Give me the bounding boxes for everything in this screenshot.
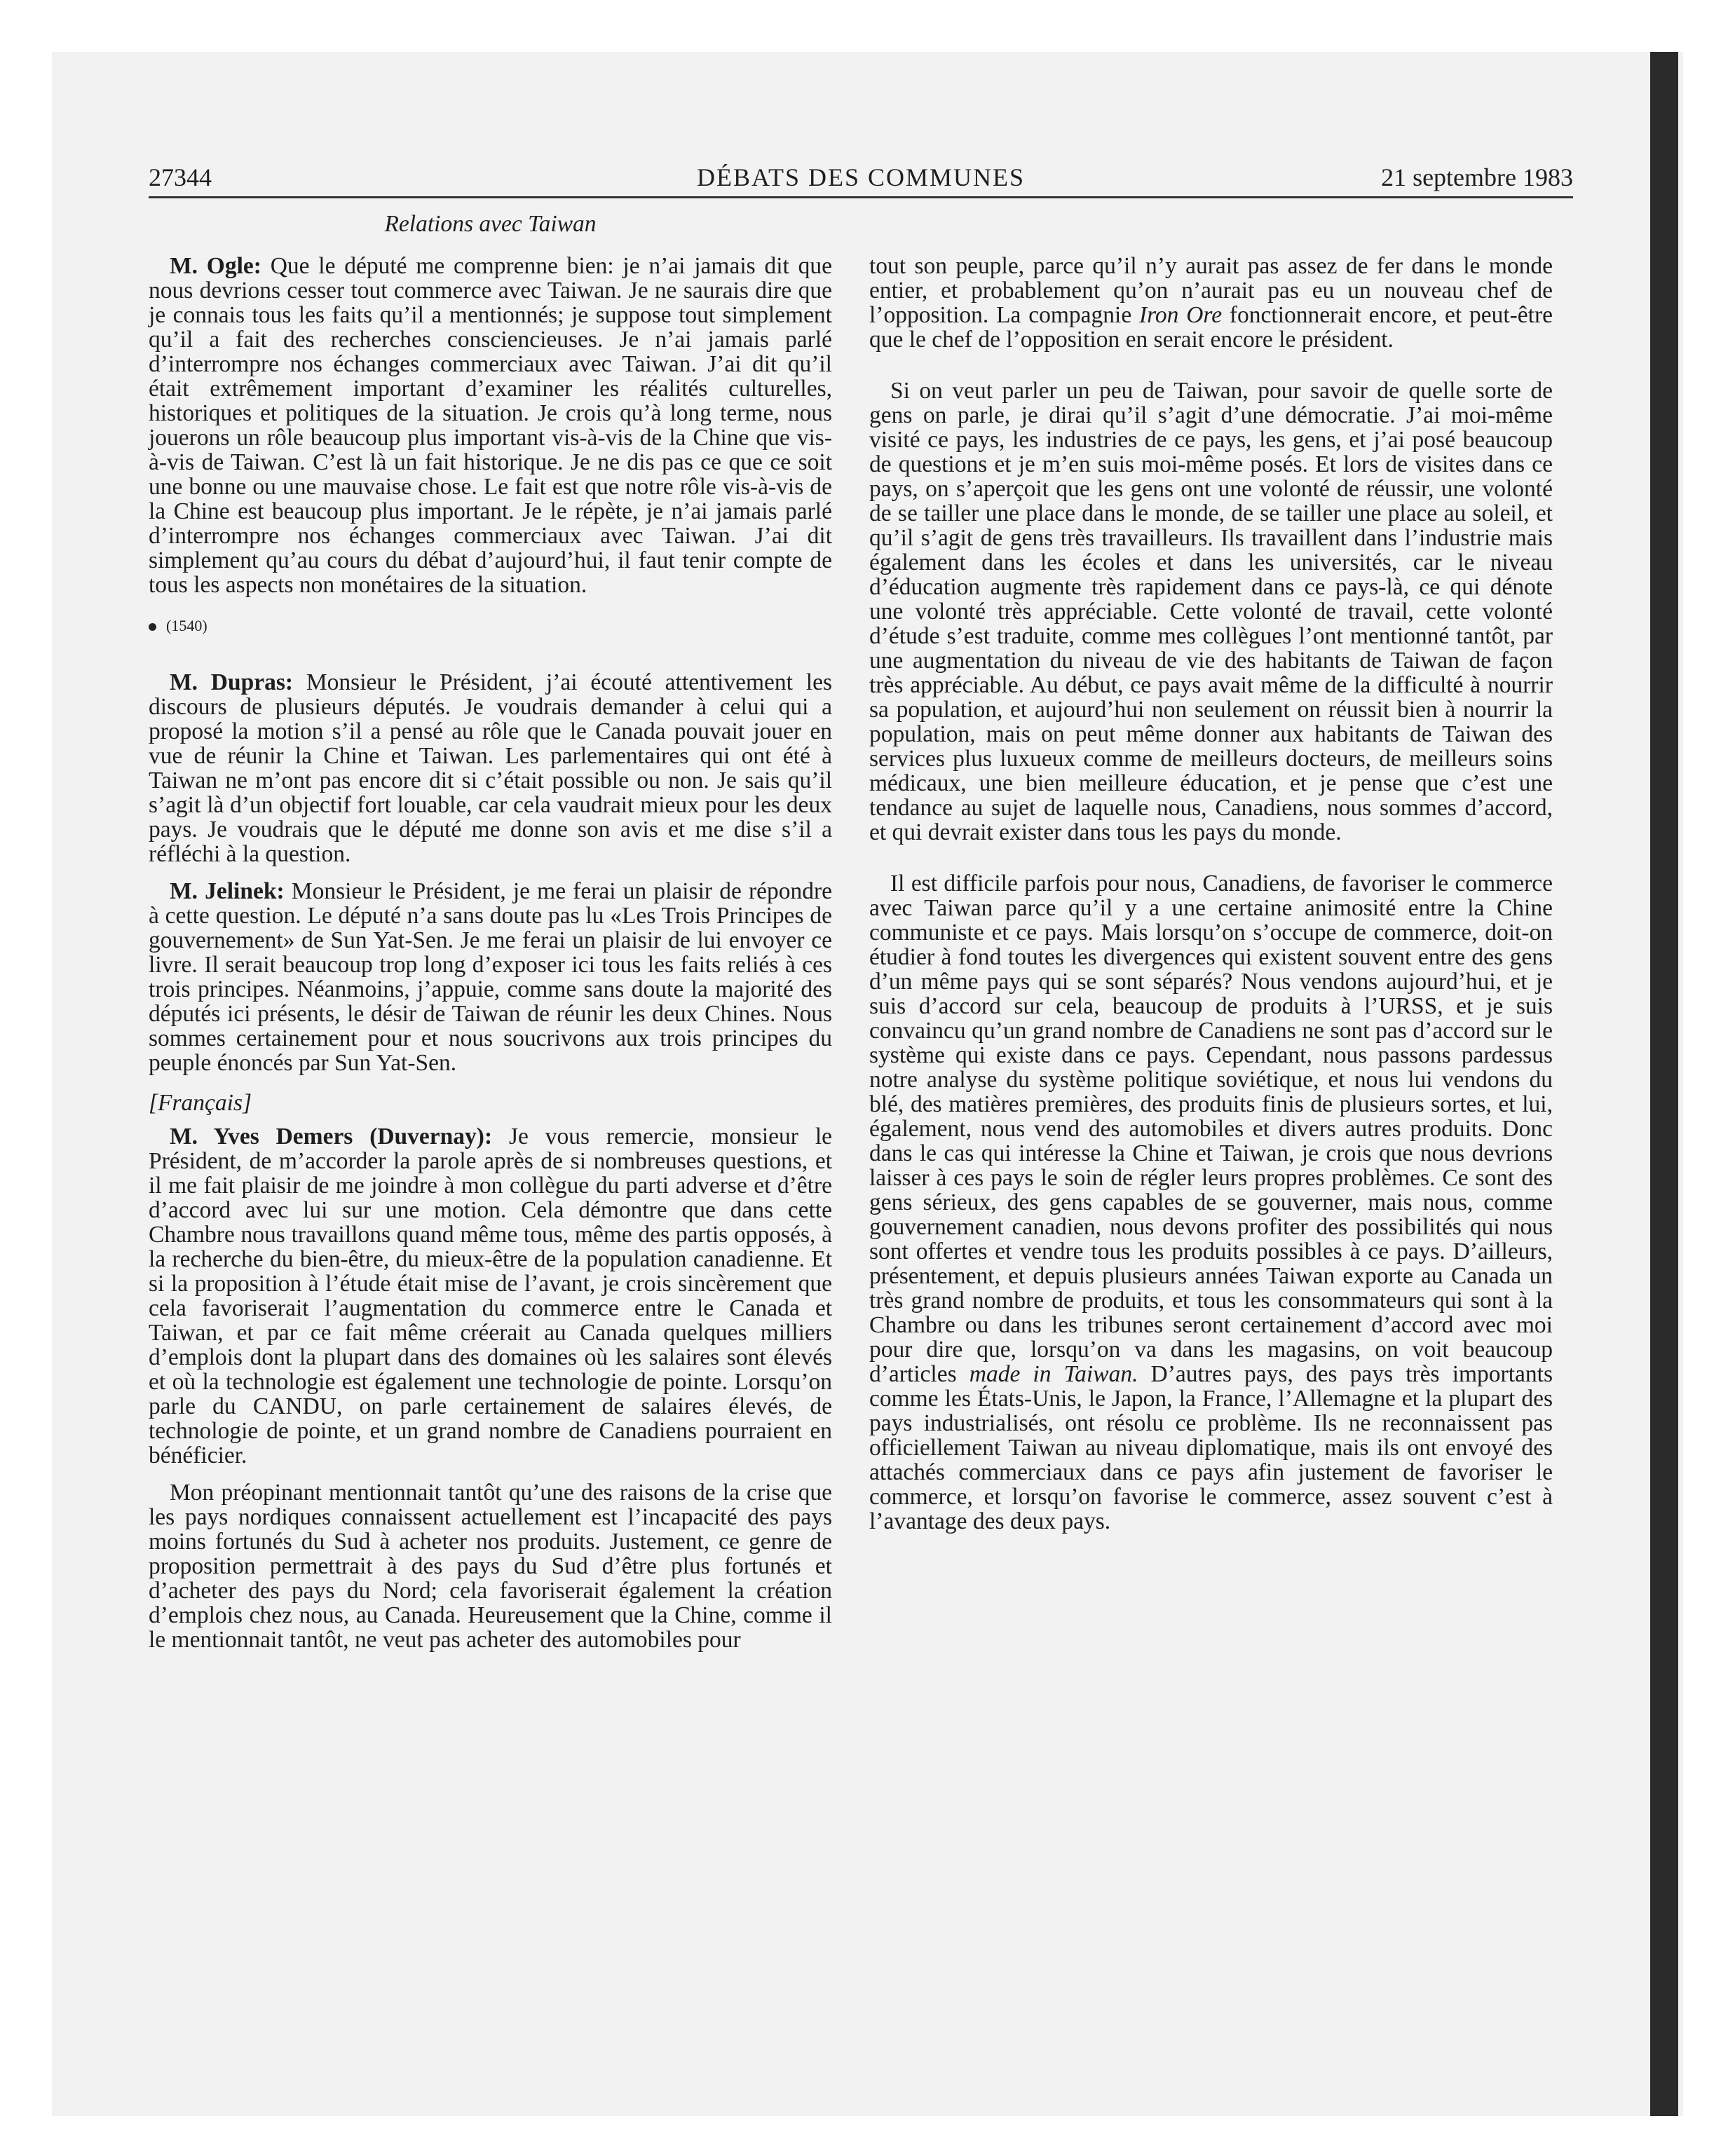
paragraph-ogle	[149, 254, 832, 597]
paragraph-text: Je vous remercie, monsieur le Président, de m’accorder la parole après de si nombreuses questions, et il me fait plaisir de me joindre à mon collègue du parti adverse et d’être d’accord avec lui sur une motion. Cela démontre que dans cette Chambre nous travaillons quand même tous, même des partis opposés, à la recherche du bien-être, du mieux-être de la population canadienne. Et si la proposition à l’étude était mise de l’avant, je crois sincèrement que cela favoriserait l’augmentation du commerce entre le Canada et Taiwan, et par ce fait même créerait au Canada quelques milliers d’emplois dont la plupart dans des domaines où les salaires sont élevés et où la technologie est également une technologie de pointe. Lorsqu’on parle du CANDU, on parle certainement de salaires élevés, de technologie de pointe, et un grand nombre de Canadiens pourraient en bénéficier.	[149, 1124, 832, 1468]
paragraph-demers	[149, 1124, 832, 1468]
time-marker-text: (1540)	[166, 617, 207, 634]
section-title: Relations avec Taiwan	[384, 211, 597, 237]
speaker-name: M. Jelinek:	[170, 878, 285, 904]
speaker-name: M. Yves Demers (Duvernay):	[170, 1124, 493, 1149]
paragraph-text: Que le député me comprenne bien: je n’ai jamais dit que nous devrions cesser tout commerce avec Taiwan. Je ne saurais dire que je connais tous les faits qu’il a mentionnés; je suppose tout simplement qu’il a fait des recherches consciencieuses. Je n’ai jamais parlé d’interrompre nos échanges commerciaux avec Taiwan. J’ai dit qu’il était extrêmement important d’examiner les réalités culturelles, historiques et politiques de la situation. Je crois qu’à long terme, nous jouerons un rôle beaucoup plus important vis-à-vis de la Chine que vis-à-vis de Taiwan. C’est là un fait historique. Je ne dis pas ce que ce soit une bonne ou une mauvaise chose. Le fait est que notre rôle vis-à-vis de la Chine est beaucoup plus important. Je le répète, je n’ai jamais parlé d’interrompre nos échanges commerciaux avec Taiwan. J’ai dit simplement qu’au cours du débat d’aujourd’hui, il faut tenir compte de tous les aspects non monétaires de la situation.	[149, 253, 832, 598]
paragraph-text: Monsieur le Président, j’ai écouté attentivement les discours de plusieurs députés. Je voudrais demander à celui qui a proposé la motion s’il a pensé au rôle que le Canada pouvait jouer en vue de réunir la Chine et Taiwan. Les parlementaires qui ont été à Taiwan ne m’ont pas encore dit si c’était possible ou non. Je sais qu’il s’agit là d’un objectif fort louable, car cela vaudrait mieux pour les deux pays. Je voudrais que le député me donne son avis et me dise s’il a réfléchi à la question.	[149, 669, 832, 867]
paragraph-jelinek	[149, 879, 832, 1075]
page-date: 21 septembre 1983	[1381, 163, 1573, 191]
header-rule	[149, 196, 1573, 198]
page-header	[149, 160, 1573, 195]
paragraph-dupras	[149, 670, 832, 866]
paragraph-text: Monsieur le Président, je me ferai un plaisir de répondre à cette question. Le député n’a sans doute pas lu «Les Trois Principes de gouvernement» de Sun Yat-Sen. Je me ferai un plaisir de lui envoyer ce livre. Il serait beaucoup trop long d’exposer ici tous les faits reliés à ces trois principes. Néanmoins, j’appuie, comme sans doute la majorité des députés ici présents, le désir de Taiwan de réunir les deux Chines. Nous sommes certainement pour et nous soucrivons aux trois principes du peuple énoncés par Sun Yat-Sen.	[149, 878, 833, 1076]
made-in-taiwan: made in Taiwan.	[969, 1361, 1138, 1387]
language-marker: [Français]	[149, 1090, 252, 1116]
publication-title: DÉBATS DES COMMUNES	[696, 163, 1026, 191]
paragraph-continuation	[869, 254, 1553, 352]
page-number: 27344	[149, 163, 212, 191]
paragraph-trade	[869, 871, 1553, 1534]
company-name: Iron Ore	[1138, 302, 1223, 328]
paragraph-text: Il est difficile parfois pour nous, Canadiens, de favoriser le commerce avec Taiwan parce qu’il y a une certaine animosité entre la Chine communiste et ce pays. Mais lorsqu’on s’occupe de commerce, doit-on étudier à fond toutes les divergences qui existent souvent entre des gens d’un même pays qui se sont séparés? Nous vendons aujourd’hui, et je suis d’accord sur cela, beaucoup de produits à l’URSS, et je suis convaincu qu’un grand nombre de Canadiens ne sont pas d’accord sur le système qui existe dans ce pays. Cependant, nous passons pardessus notre analyse du système politique soviétique, et nous lui vendons du blé, des matières premières, des produits finis de plusieurs sortes, et lui, également, nous vend des automobiles et divers autres produits. Donc dans le cas qui intéresse la Chine et Taiwan, je crois que nous devrions laisser à ces pays le soin de régler leurs propres problèmes. Ce sont des gens sérieux, des gens capables de se gouverner, mais nous, comme gouvernement canadien, nous devons profiter des possibilités qui nous sont offertes et vendre tous les produits possibles à ce pays. D’ailleurs, présentement, et depuis plusieurs années Taiwan exporte au Canada un très grand nombre de produits, et tous les consommateurs qui sont à la Chambre ou dans les tribunes seront certainement d’accord avec moi pour dire que, lorsqu’on va dans les magasins, on voit beaucoup d’articles	[869, 871, 1553, 1387]
paragraph-text: fonctionnerait encore, et peut-être que le chef de l’opposition en serait encore le président.	[869, 302, 1553, 353]
paragraph-text: tout son peuple, parce qu’il n’y aurait pas assez de fer dans le monde entier, et probablement qu’on n’aurait pas eu un nouveau chef de l’opposition. La compagnie	[869, 253, 1553, 328]
time-marker	[149, 615, 832, 636]
binding-edge	[1650, 52, 1678, 2116]
paragraph-taiwan-democracy: Si on veut parler un peu de Taiwan, pour savoir de quelle sorte de gens on parle, je dirai qu’il s’agit d’une démocratie. J’ai moi-même visité ce pays, les industries de ce pays, les gens, et j’ai posé beaucoup de questions et je m’en suis moi-même posés. Et lors de visites dans ce pays, on s’aperçoit que les gens ont une volonté de réussir, une volonté de se tailler une place dans le monde, de se tailler une place au soleil, et qu’il s’agit de gens très travailleurs. Ils travaillent dans l’industrie mais également dans les écoles et dans les universités, car le niveau d’éducation augmente très rapidement dans ce pays-là, ce qui dénote une volonté très appréciable. Cette volonté de travail, cette volonté d’étude s’est traduite, comme mes collègues l’ont mentionné tantôt, par une augmentation du niveau de vie des habitants de Taiwan de façon très appréciable. Au début, ce pays avait même de la difficulté à nourrir sa population, et aujourd’hui non seulement on réussit bien à nourrir la population, mais on peut même donner aux habitants de Taiwan des services plus luxueux comme de meilleurs docteurs, de meilleurs soins médicaux, une bien meilleure éducation, et je pense que c’est une tendance au sujet de laquelle nous, Canadiens, nous sommes d’accord, et qui devrait exister dans tous les pays du monde.	[869, 378, 1553, 845]
bullet-icon	[149, 623, 156, 631]
left-column	[149, 209, 832, 1665]
right-column	[869, 254, 1553, 1560]
paragraph-demers-continued: Mon préopinant mentionnait tantôt qu’une des raisons de la crise que les pays nordiques connaissent actuellement est l’incapacité des pays moins fortunés du Sud à acheter nos produits. Justement, ce genre de proposition permettrait à des pays du Sud d’être plus fortunés et d’acheter des pays du Nord; cela favoriserait également la création d’emplois chez nous, au Canada. Heureusement que la Chine, comme il le mentionnait tantôt, ne veut pas acheter des automobiles pour	[149, 1480, 832, 1653]
speaker-name: M. Ogle:	[170, 253, 261, 279]
paragraph-text: D’autres pays, des pays très importants comme les États-Unis, le Japon, la France, l’Allemagne et la plupart des pays industrialisés, ont résolu ce problème. Ils ne reconnaissent pas officiellement Taiwan au niveau diplomatique, mais ils ont envoyé des attachés commerciaux dans ce pays afin justement de favoriser le commerce, et lorsqu’on favorise le commerce, assez souvent c’est à l’avantage des deux pays.	[869, 1361, 1553, 1534]
speaker-name: M. Dupras:	[170, 669, 294, 695]
